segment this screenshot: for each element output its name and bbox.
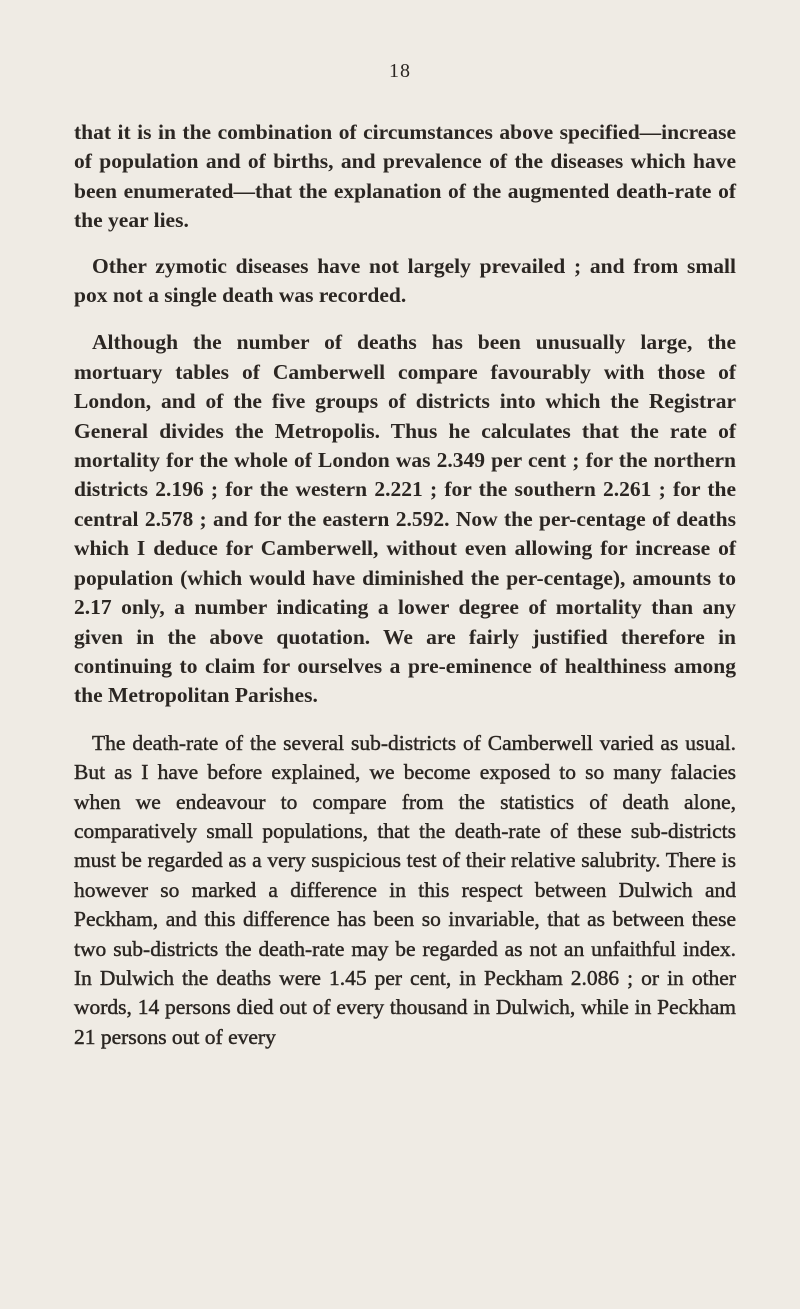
- page-number: 18: [389, 60, 411, 82]
- body-text: [74, 118, 736, 1070]
- paragraph-sub-district-death-rate: The death-rate of the several sub-districts of Camberwell varied as usual. But as I have before explained, we become exposed to so many falacies when we endeavour to compare from the statistics of death alone, comparatively small populations, that the death-rate of these sub-districts must be regarded as a very suspicious test of their relative salubrity. There is however so marked a difference in this respect between Dulwich and Peckham, and this difference has been so invariable, that as between these two sub-districts the death-rate may be regarded as not an unfaithful index. In Dulwich the deaths were 1.45 per cent, in Peckham 2.086 ; or in other words, 14 persons died out of every thousand in Dulwich, while in Peckham 21 persons out of every: [74, 730, 736, 1049]
- paragraph-zymotic-diseases: Other zymotic diseases have not largely prevailed ; and from small pox not a single death was recorded.: [74, 253, 736, 308]
- paragraph-continuation: that it is in the combination of circumstances above specified—increase of population and of births, and prevalence of the diseases which have been enumerated—that the explanation of the augmented death-rate of the year lies.: [74, 120, 736, 233]
- paragraph-mortality-comparison: Although the number of deaths has been unusually large, the mortuary tables of Camberwell compare favourably with those of London, and of the five groups of districts into which the Registrar General divides the Metropolis. Thus he calculates that the rate of mortality for the whole of London was 2.349 per cent ; for the northern districts 2.196 ; for the western 2.221 ; for the southern 2.261 ; for the central 2.578 ; and for the eastern 2.592. Now the per-centage of deaths which I deduce for Camberwell, without even allowing for increase of population (which would have diminished the per-centage), amounts to 2.17 only, a number indicating a lower degree of mortality than any given in the above quotation. We are fairly justified therefore in continuing to claim for ourselves a pre-eminence of healthiness among the Metropolitan Parishes.: [74, 330, 736, 708]
